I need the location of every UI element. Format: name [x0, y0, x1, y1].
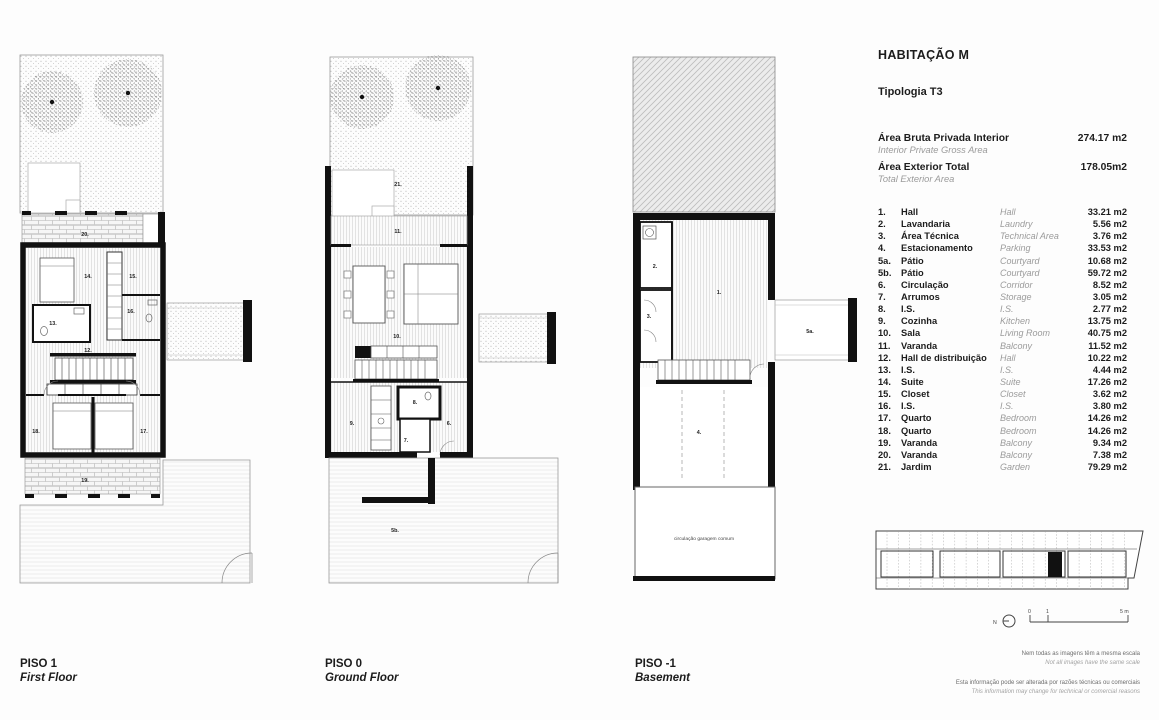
north-arrow-icon — [993, 615, 1015, 627]
scale-bar — [1028, 609, 1129, 622]
room-row: 21. Jardim Garden 79.29 m2 — [878, 461, 1127, 472]
scale-note: Nem todas as imagens têm a mesma escala Not all images have the same scale — [1021, 651, 1140, 666]
room-row: 5b. Pátio Courtyard 59.72 m2 — [878, 267, 1127, 278]
pisom1-patio-5a — [775, 298, 857, 362]
piso0-side-patio — [479, 312, 556, 364]
room-row: 8. I.S. I.S. 2.77 m2 — [878, 304, 1127, 315]
room-number-label: 5b. — [391, 528, 399, 534]
garage-circulation-label: circulação garagem comum — [673, 537, 735, 542]
room-number-label: 20. — [81, 232, 89, 238]
floor-label-piso0: PISO 0 Ground Floor — [325, 658, 399, 684]
room-number-label: 2. — [652, 264, 658, 270]
room-number-label: 8. — [412, 400, 418, 406]
piso1-garden — [20, 55, 163, 213]
piso0-patio-5b — [329, 458, 558, 583]
room-row: 1. Hall Hall 33.21 m2 — [878, 207, 1127, 217]
room-table-body — [878, 206, 1127, 473]
room-row: 20. Varanda Balcony 7.38 m2 — [878, 449, 1127, 460]
room-row: 18. Quarto Bedroom 14.26 m2 — [878, 425, 1127, 436]
pisom1-plan — [633, 57, 857, 581]
piso0-stairs — [353, 346, 439, 382]
room-number-label: 21. — [394, 182, 402, 188]
area-summary-row: Área Exterior Total Total Exterior Area 178.05m2 — [878, 162, 1127, 184]
pisom1-stairs — [656, 360, 764, 384]
floor-label-piso1: PISO 1 First Floor — [20, 658, 77, 684]
piso0-garden — [330, 55, 473, 218]
room-number-label: 15. — [129, 274, 137, 280]
piso0-kitchen — [331, 382, 473, 458]
room-number-label: 5a. — [806, 329, 814, 335]
room-number-label: 12. — [84, 348, 92, 354]
room-number-label: 7. — [403, 438, 409, 444]
typology-label: Tipologia T3 — [878, 86, 943, 98]
washer-icon — [643, 226, 656, 239]
unit-location-marker — [1048, 552, 1062, 577]
piso0-is8 — [398, 387, 440, 419]
room-number-label: 13. — [49, 321, 57, 327]
room-row: 12. Hall de distribuição Hall 10.22 m2 — [878, 352, 1127, 363]
room-number-label: 16. — [127, 309, 135, 315]
room-row: 11. Varanda Balcony 11.52 m2 — [878, 340, 1127, 351]
room-number-label: 6. — [446, 421, 452, 427]
svg-text:1: 1 — [1046, 609, 1049, 615]
room-row: 2. Lavandaria Laundry 5.56 m2 — [878, 219, 1127, 230]
room-row: 4. Estacionamento Parking 33.53 m2 — [878, 243, 1127, 254]
piso1-plan — [20, 55, 252, 583]
room-number-label: 14. — [84, 274, 92, 280]
location-key-plan — [876, 531, 1143, 589]
pisom1-parking — [640, 387, 768, 487]
room-number-label: 19. — [81, 478, 89, 484]
room-row: 15. Closet Closet 3.62 m2 — [878, 389, 1127, 400]
room-number-label: 10. — [393, 334, 401, 340]
pisom1-garage-circulation — [633, 487, 775, 581]
dining-table — [353, 266, 385, 323]
room-number-label: 3. — [646, 314, 652, 320]
room-row: 9. Cozinha Kitchen 13.75 m2 — [878, 316, 1127, 327]
page-title: HABITAÇÃO M — [878, 48, 970, 62]
piso1-balcony-20 — [22, 211, 165, 245]
piso1-interior — [23, 245, 163, 455]
room-row: 17. Quarto Bedroom 14.26 m2 — [878, 413, 1127, 424]
room-row: 19. Varanda Balcony 9.34 m2 — [878, 437, 1127, 448]
room-number-label: 1. — [716, 290, 722, 296]
pisom1-above-garden-hatch — [633, 57, 775, 212]
svg-text:0: 0 — [1028, 609, 1031, 615]
room-row: 5a. Pátio Courtyard 10.68 m2 — [878, 255, 1127, 266]
area-summary — [878, 133, 1127, 191]
svg-text:5 m: 5 m — [1120, 609, 1129, 615]
room-row: 7. Arrumos Storage 3.05 m2 — [878, 291, 1127, 302]
piso1-balcony-19 — [25, 458, 160, 498]
room-number-label: 17. — [140, 429, 148, 435]
room-row: 16. I.S. I.S. 3.80 m2 — [878, 401, 1127, 412]
disclaimer-note: Esta informação pode ser alterada por razões técnicas ou comerciais This information may change for technical or comercial reasons — [955, 680, 1140, 695]
piso0-plan — [325, 55, 558, 583]
floor-label-pisom1: PISO -1 Basement — [635, 658, 690, 684]
piso0-storage7 — [400, 419, 430, 452]
room-number-label: 18. — [32, 429, 40, 435]
room-row: 14. Suite Suite 17.26 m2 — [878, 376, 1127, 387]
room-number-label: 4. — [696, 430, 702, 436]
svg-text:N: N — [993, 620, 997, 626]
room-row: 3. Área Técnica Technical Area 3.76 m2 — [878, 231, 1127, 242]
room-number-label: 11. — [394, 229, 402, 235]
piso1-side-patio — [167, 300, 252, 362]
room-row: 6. Circulação Corridor 8.52 m2 — [878, 279, 1127, 290]
area-summary-row: Área Bruta Privada Interior Interior Private Gross Area 274.17 m2 — [878, 133, 1127, 155]
room-row: 10. Sala Living Room 40.75 m2 — [878, 328, 1127, 339]
room-row: 13. I.S. I.S. 4.44 m2 — [878, 364, 1127, 375]
room-number-label: 9. — [349, 421, 355, 427]
